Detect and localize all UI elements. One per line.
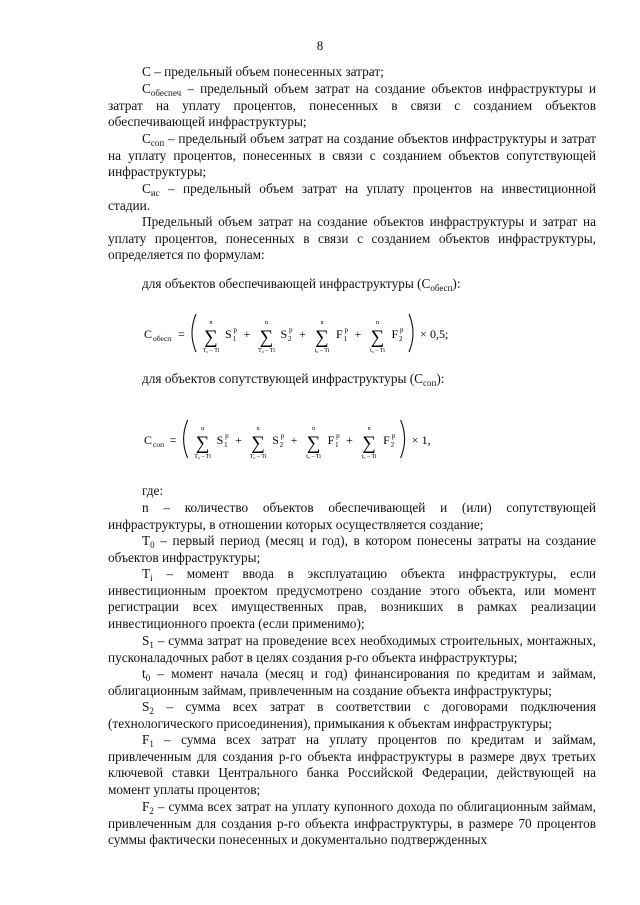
term-superscript: p [233,326,237,334]
paragraph: для объектов обеспечивающей инфраструктуры $(C_{обесп})$: [142,276,461,293]
formula-right-paren [401,420,405,458]
formula-factor: 0,5; [430,327,449,341]
term-variable: S [225,327,232,341]
term-superscript: p [225,432,229,440]
sum-lower-limit: t₀ – Ti [306,454,321,460]
paragraph: $t_0$ – момент начала (месяц и год) финансирования по кредитам и займам, облигационным займам, привлеченным на создание объекта инфраструктуры; [108,666,596,698]
sigma-symbol: ∑ [315,327,329,348]
term-variable: F [383,433,390,447]
sum-lower-limit: t₀ – Ti [314,348,330,354]
paragraph: Предельный объем затрат на создание объектов инфраструктуры и затрат на уплату процентов, понесенных в связи с созданием объектов инфраструктуры, определяется по формулам: [108,214,596,263]
plus-sign: + [354,327,362,341]
term-superscript: p [400,326,404,334]
paragraph: для объектов сопутствующей инфраструктуры $(C_{соп})$: [142,371,445,388]
plus-sign: + [235,433,242,447]
term-variable: F [391,327,399,341]
paragraph: где: [142,483,164,498]
sum-upper-limit: n [376,320,379,326]
formula-right-paren [409,314,413,352]
paragraph: $C_{ис}$ – предельный объем затрат на уплату процентов на инвестиционной стадии. [108,181,596,213]
term-variable: S [280,327,288,341]
term-subscript: 2 [288,335,292,343]
term-superscript: p [391,432,396,440]
formula-lhs: C [144,327,153,341]
paragraph: n – количество объектов обеспечивающей и (или) сопутствующей инфраструктуры, в отношении которых осуществляется создание; [108,500,596,532]
sum-upper-limit: n [209,320,213,326]
paragraph: $T_i$ – момент ввода в эксплуатацию объекта инфраструктуры, если инвестиционным проектом предусмотрено создание этого объекта, или момент регистрации всех имущественных прав, возникших в рамках реализации инвестиционного проекта (если применимо); [108,566,596,631]
plus-sign: + [346,433,353,447]
paragraph: $S_1$ – сумма затрат на проведение всех необходимых строительных, монтажных, пусконаладочных работ в целях создания p-го объекта инфраструктуры; [108,633,596,665]
term-subscript: 1 [232,335,236,343]
formula-left-paren [192,314,196,352]
sigma-symbol: ∑ [370,327,385,348]
formula-lhs-sub: обесп [153,334,172,343]
paragraph: $C_{обеспеч}$ – предельный объем затрат на создание объектов инфраструктуры и затрат на уплату процентов, понесенных в связи с созданием объектов обеспечивающей инфраструктуры; [108,81,596,130]
sigma-symbol: ∑ [259,327,274,348]
formula-eq: = [178,327,185,341]
formula-sop [0,404,640,484]
term-superscript: p [280,432,285,440]
plus-sign: + [299,327,306,341]
term-superscript: p [336,432,340,440]
sigma-symbol: ∑ [195,433,210,454]
sum-upper-limit: n [265,320,268,326]
formula-obesp [0,298,640,378]
formula-lhs-sub: соп [153,440,165,449]
term-subscript: 1 [335,441,339,449]
sum-lower-limit: t₀ – Ti [361,454,377,460]
sum-upper-limit: n [367,426,371,432]
term-subscript: 2 [399,335,403,343]
sigma-symbol: ∑ [362,433,376,454]
sum-upper-limit: n [312,426,316,432]
sum-lower-limit: T₀ – Ti [249,454,267,460]
sum-lower-limit: T₀ – Ti [194,454,211,460]
paragraph: $S_2$ – сумма всех затрат в соответствии с договорами подключения (технологического присоединения), примыкания к объектам инфраструктуры; [108,699,596,731]
formula-lhs: C [144,433,153,447]
times-sign: × [420,327,427,341]
paragraph: $F_2$ – сумма всех затрат на уплату купонного дохода по облигационным займам, привлеченным для создания p-го объекта инфраструктуры, в размере 70 процентов суммы фактически понесенных и документально подтвержденных [108,799,596,848]
term-subscript: 1 [224,441,228,449]
paragraph: $C_{соп}$ – предельный объем затрат на создание объектов инфраструктуры и затрат на уплату процентов, понесенных в связи с созданием объектов сопутствующей инфраструктуры; [108,131,596,180]
term-variable: F [336,327,343,341]
sigma-symbol: ∑ [306,433,321,454]
formula-left-paren [184,420,188,458]
page-number: 8 [316,38,324,53]
paragraph: $F_1$ – сумма всех затрат на уплату процентов по кредитам и займам, привлеченным для создания p-го объекта инфраструктуры в размере двух третьих ключевой ставки Центрального банка Российской Федерации, действующей на момент уплаты процентов; [108,732,596,797]
sum-upper-limit: n [256,426,260,432]
sum-lower-limit: T₀ – Ti [258,348,275,354]
plus-sign: + [243,327,251,341]
sum-lower-limit: T₀ – Ti [202,348,220,354]
term-subscript: 2 [279,441,284,449]
paragraph: C – предельный объем понесенных затрат; [142,64,384,79]
term-variable: S [216,433,224,447]
sigma-symbol: ∑ [204,327,218,348]
term-variable: S [272,433,279,447]
sigma-symbol: ∑ [251,433,265,454]
sum-lower-limit: t₀ – Ti [370,348,385,354]
plus-sign: + [290,433,298,447]
paragraph: $T_0$ – первый период (месяц и год), в котором понесены затраты на создание объектов инфраструктуры; [108,533,596,565]
sum-upper-limit: n [201,426,205,432]
sum-upper-limit: n [320,320,324,326]
term-superscript: p [344,326,348,334]
term-subscript: 2 [390,441,395,449]
formula-eq: = [169,433,177,447]
term-variable: F [327,433,335,447]
formula-factor: 1, [421,433,431,447]
times-sign: × [411,433,419,447]
term-subscript: 1 [343,335,347,343]
term-superscript: p [289,326,293,334]
